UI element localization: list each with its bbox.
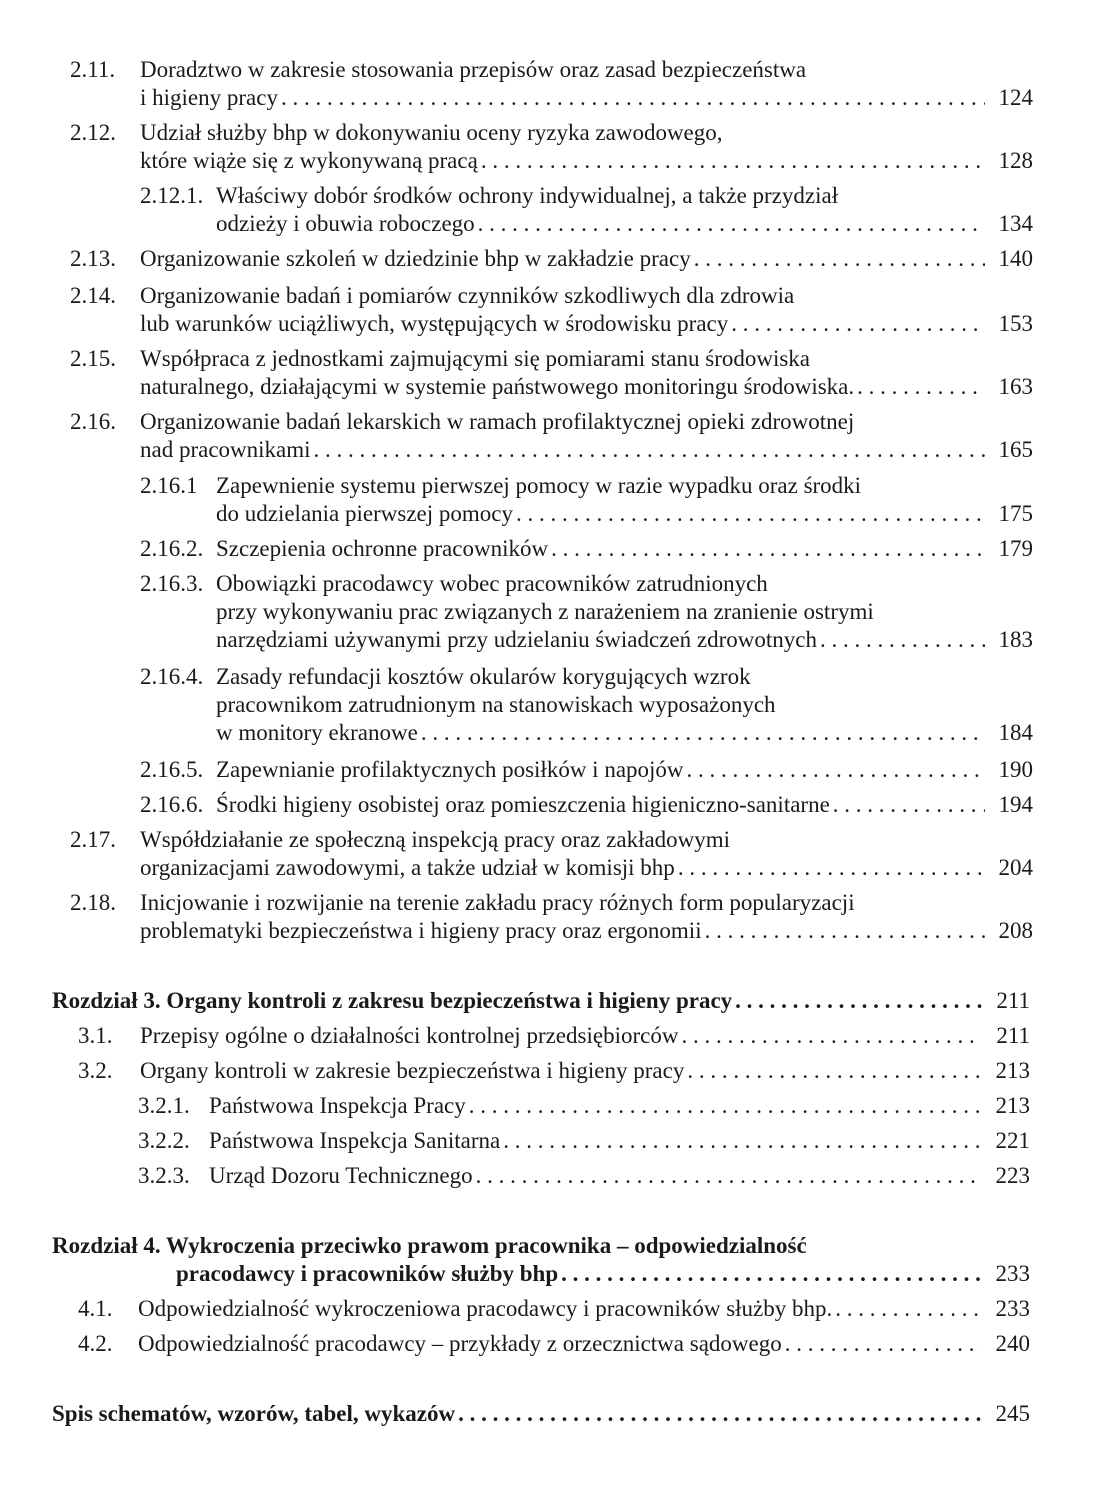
- toc-page-number: 211: [996, 1023, 1030, 1048]
- dot-leader: [469, 1092, 982, 1120]
- dot-leader: [458, 1400, 982, 1428]
- toc-entry-title: Współpraca z jednostkami zajmującymi się pomiarami stanu środowiska: [140, 346, 811, 371]
- toc-entry-title: Przepisy ogólne o działalności kontrolnej przedsiębiorców: [140, 1023, 679, 1048]
- toc-page-number: 233: [995, 1261, 1030, 1286]
- toc-page-number: 194: [998, 792, 1033, 817]
- toc-entry-title: Zapewnienie systemu pierwszej pomocy w razie wypadku oraz środki: [216, 473, 862, 498]
- dot-leader: [476, 1162, 982, 1190]
- toc-entry-number: 2.18.: [70, 890, 116, 915]
- toc-entry: [0, 56, 1033, 112]
- toc-entry: [0, 570, 1033, 654]
- toc-entry: [0, 1022, 1030, 1050]
- toc-entry-number: 3.2.2.: [138, 1128, 190, 1153]
- dot-leader: [785, 1330, 982, 1358]
- toc-entry: [0, 826, 1033, 882]
- dot-leader: [516, 500, 985, 528]
- toc-entry-title: lub warunków uciążliwych, występujących w środowisku pracy: [140, 311, 729, 336]
- dot-leader: [281, 84, 985, 112]
- toc-page-number: 184: [998, 720, 1033, 745]
- toc-entry-title: pracownikom zatrudnionym na stanowiskach wyposażonych: [216, 692, 776, 717]
- toc-entry-title: Właściwy dobór środków ochrony indywidualnej, a także przydział: [216, 183, 839, 208]
- dot-leader: [551, 535, 985, 563]
- toc-page-number: 163: [998, 374, 1033, 399]
- toc-entry-number: 3.2.: [78, 1058, 113, 1083]
- toc-entry-number: 2.16.5.: [140, 757, 204, 782]
- dot-leader: [687, 756, 985, 784]
- dot-leader: [735, 987, 982, 1015]
- dot-leader: [835, 1295, 982, 1323]
- toc-entry-title: w monitory ekranowe: [216, 720, 418, 745]
- toc-entry-title: Państwowa Inspekcja Pracy: [209, 1093, 466, 1118]
- toc-entry: [0, 791, 1033, 819]
- toc-entry-number: 2.16.2.: [140, 536, 204, 561]
- toc-page-number: 190: [998, 757, 1033, 782]
- toc-entry-title: Organizowanie szkoleń w dziedzinie bhp w zakładzie pracy: [140, 246, 691, 271]
- toc-entry: [0, 663, 1033, 747]
- toc-entry-number: 2.12.1.: [140, 183, 204, 208]
- toc-entry: [0, 1162, 1030, 1190]
- dot-leader: [820, 626, 985, 654]
- toc-entry-title: Odpowiedzialność pracodawcy – przykłady z orzecznictwa sądowego: [138, 1331, 782, 1356]
- dot-leader: [687, 1057, 982, 1085]
- toc-entry: [0, 245, 1033, 273]
- toc-entry-title: Rozdział 4. Wykroczenia przeciwko prawom pracownika – odpowiedzialność: [52, 1233, 807, 1258]
- toc-entry: [0, 1092, 1030, 1120]
- toc-entry-number: 2.16.: [70, 409, 116, 434]
- toc-entry-number: 2.16.6.: [140, 792, 204, 817]
- toc-entry-title: Inicjowanie i rozwijanie na terenie zakładu pracy różnych form popularyzacji: [140, 890, 855, 915]
- toc-entry-title: które wiąże się z wykonywaną pracą: [140, 148, 478, 173]
- toc-entry-title: Obowiązki pracodawcy wobec pracowników zatrudnionych: [216, 571, 768, 596]
- toc-entry-title: nad pracownikami: [140, 437, 311, 462]
- dot-leader: [731, 310, 985, 338]
- toc-entry: [0, 1232, 1030, 1288]
- toc-page-number: 211: [996, 988, 1030, 1013]
- dot-leader: [705, 917, 985, 945]
- toc-entry: [0, 472, 1033, 528]
- toc-entry: [0, 345, 1033, 401]
- toc-page-number: 153: [998, 311, 1033, 336]
- toc-entry-title: Środki higieny osobistej oraz pomieszczenia higieniczno-sanitarne: [216, 792, 830, 817]
- toc-entry-number: 2.13.: [70, 246, 116, 271]
- dot-leader: [694, 245, 985, 273]
- toc-page-number: 240: [995, 1331, 1030, 1356]
- dot-leader: [478, 210, 985, 238]
- dot-leader: [678, 854, 985, 882]
- toc-entry-title: i higieny pracy: [140, 85, 278, 110]
- toc-entry: [0, 535, 1033, 563]
- dot-leader: [421, 719, 985, 747]
- toc-entry-title: odzieży i obuwia roboczego: [216, 211, 475, 236]
- toc-entry: [0, 282, 1033, 338]
- toc-entry-number: 4.1.: [78, 1296, 113, 1321]
- toc-entry-title: problematyki bezpieczeństwa i higieny pracy oraz ergonomii: [140, 918, 702, 943]
- toc-page-number: 245: [995, 1401, 1030, 1426]
- toc-page-number: 208: [998, 918, 1033, 943]
- toc-entry-title: Udział służby bhp w dokonywaniu oceny ryzyka zawodowego,: [140, 120, 723, 145]
- toc-page-number: 233: [995, 1296, 1030, 1321]
- toc-entry-title: Rozdział 3. Organy kontroli z zakresu bezpieczeństwa i higieny pracy: [52, 988, 733, 1013]
- toc-entry-title: pracodawcy i pracowników służby bhp: [176, 1261, 559, 1286]
- toc-entry: [0, 1057, 1030, 1085]
- toc-page-number: 165: [998, 437, 1033, 462]
- toc-entry-title: Zasady refundacji kosztów okularów korygujących wzrok: [216, 664, 751, 689]
- toc-entry: [0, 756, 1033, 784]
- toc-page-number: 213: [995, 1058, 1030, 1083]
- toc-entry: [0, 182, 1033, 238]
- dot-leader: [681, 1022, 982, 1050]
- toc-page-number: 179: [998, 536, 1033, 561]
- dot-leader: [481, 147, 985, 175]
- toc-entry-number: 3.2.1.: [138, 1093, 190, 1118]
- toc-entry: [0, 1400, 1030, 1428]
- toc-entry-title: Odpowiedzialność wykroczeniowa pracodawcy i pracowników służby bhp.: [138, 1296, 833, 1321]
- toc-entry-number: 2.16.1: [140, 473, 198, 498]
- toc-entry: [0, 1330, 1030, 1358]
- dot-leader: [503, 1127, 982, 1155]
- toc-entry-title: Szczepienia ochronne pracowników: [216, 536, 549, 561]
- toc-entry: [0, 1295, 1030, 1323]
- toc-entry-title: Spis schematów, wzorów, tabel, wykazów: [52, 1401, 456, 1426]
- toc-page-number: 124: [998, 85, 1033, 110]
- toc-entry-title: przy wykonywaniu prac związanych z narażeniem na zranienie ostrymi: [216, 599, 874, 624]
- toc-entry-title: naturalnego, działającymi w systemie państwowego monitoringu środowiska.: [140, 374, 855, 399]
- toc-entry-title: Państwowa Inspekcja Sanitarna: [209, 1128, 501, 1153]
- toc-page-number: 221: [995, 1128, 1030, 1153]
- dot-leader: [314, 436, 985, 464]
- toc-entry-number: 2.15.: [70, 346, 116, 371]
- toc-entry-title: Doradztwo w zakresie stosowania przepisów oraz zasad bezpieczeństwa: [140, 57, 807, 82]
- toc-entry-title: organizacjami zawodowymi, a także udział w komisji bhp: [140, 855, 675, 880]
- toc-entry-number: 2.11.: [70, 57, 116, 82]
- dot-leader: [561, 1260, 982, 1288]
- toc-entry-number: 4.2.: [78, 1331, 113, 1356]
- toc-page-number: 213: [995, 1093, 1030, 1118]
- dot-leader: [833, 791, 985, 819]
- toc-entry-title: narzędziami używanymi przy udzielaniu świadczeń zdrowotnych: [216, 627, 817, 652]
- toc-entry-number: 3.1.: [78, 1023, 113, 1048]
- toc-page-number: 128: [998, 148, 1033, 173]
- toc-page-number: 175: [998, 501, 1033, 526]
- toc-entry-number: 2.17.: [70, 827, 116, 852]
- toc-entry-number: 2.14.: [70, 283, 116, 308]
- toc-entry-title: do udzielania pierwszej pomocy: [216, 501, 513, 526]
- toc-entry-title: Organy kontroli w zakresie bezpieczeństwa i higieny pracy: [140, 1058, 685, 1083]
- toc-entry-title: Organizowanie badań lekarskich w ramach profilaktycznej opieki zdrowotnej: [140, 409, 855, 434]
- toc-entry-number: 2.12.: [70, 120, 116, 145]
- toc-entry: [0, 119, 1033, 175]
- toc-entry-title: Zapewnianie profilaktycznych posiłków i napojów: [216, 757, 684, 782]
- toc-entry: [0, 889, 1033, 945]
- toc-entry: [0, 1127, 1030, 1155]
- toc-entry-number: 2.16.4.: [140, 664, 204, 689]
- toc-entry-number: 2.16.3.: [140, 571, 204, 596]
- toc-entry: [0, 987, 1030, 1015]
- dot-leader: [857, 373, 985, 401]
- toc-page-number: 223: [995, 1163, 1030, 1188]
- toc-page-number: 140: [998, 246, 1033, 271]
- toc-page-number: 204: [998, 855, 1033, 880]
- toc-entry-title: Współdziałanie ze społeczną inspekcją pracy oraz zakładowymi: [140, 827, 731, 852]
- toc-entry-title: Urząd Dozoru Technicznego: [209, 1163, 473, 1188]
- toc-entry-number: 3.2.3.: [138, 1163, 190, 1188]
- toc-page-number: 183: [998, 627, 1033, 652]
- toc-entry-title: Organizowanie badań i pomiarów czynników szkodliwych dla zdrowia: [140, 283, 795, 308]
- toc-entry: [0, 408, 1033, 464]
- toc-page-number: 134: [998, 211, 1033, 236]
